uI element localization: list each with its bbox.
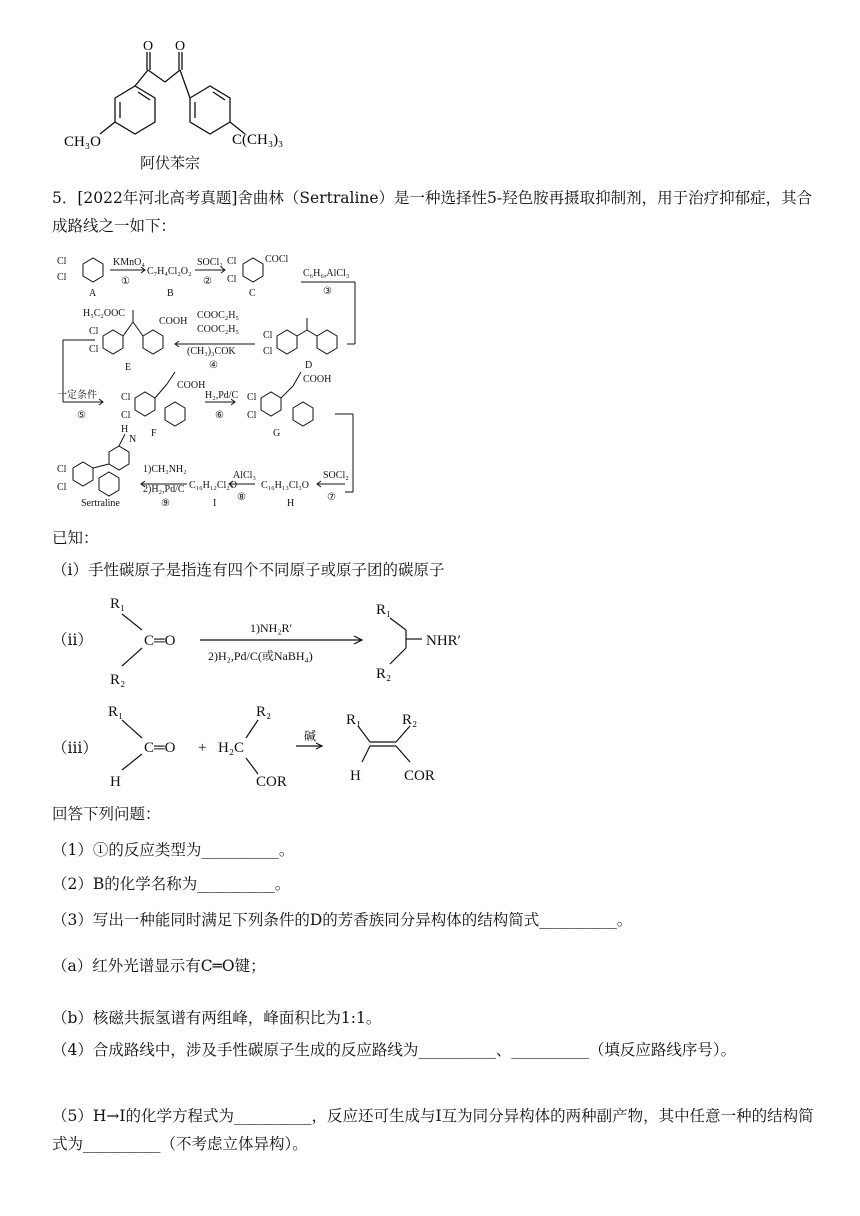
known-iii-label: （ⅲ） (52, 739, 98, 757)
carbonyl-o-2: O (175, 39, 186, 54)
iii-cor: COR (256, 774, 287, 790)
label-n: N (129, 434, 137, 445)
label-cl: Cl (263, 346, 273, 357)
known-i: （ⅰ）手性碳原子是指连有四个不同原子或原子团的碳原子 (52, 561, 445, 579)
step-8-number: ⑧ (237, 492, 246, 503)
label-nh: H (121, 424, 129, 435)
step-6-number: ⑥ (215, 410, 224, 421)
label-cocl: COCl (265, 254, 289, 265)
question-3: （3）写出一种能同时满足下列条件的D的芳香族同分异构体的结构简式__________。 (52, 911, 633, 929)
reagent-9-step1: 1)CH₃NH₂ (143, 464, 187, 475)
avobenzone-structure (64, 39, 350, 180)
step-7-number: ⑦ (327, 492, 336, 503)
label-cl: Cl (57, 272, 67, 283)
compound-h-label: H (287, 498, 295, 509)
step-5-number: ⑤ (77, 410, 86, 421)
synthesis-scheme (55, 252, 375, 512)
known-iii-scheme (100, 700, 500, 800)
question-4: （4）合成路线中，涉及手性碳原子生成的反应路线为__________、__________（填反应路线序号）。 (52, 1041, 737, 1059)
known-ii-label: （ⅱ） (52, 631, 93, 649)
question-1: （1）①的反应类型为__________。 (52, 841, 295, 859)
ii-product-amine: NHR′ (426, 633, 461, 649)
iii-product-h: H (350, 768, 361, 784)
step-9-number: ⑨ (161, 498, 170, 509)
iii-product-r2: R₂ (402, 712, 418, 728)
ii-carbonyl: C═O (144, 633, 176, 649)
methoxy-label: CH₃O (64, 134, 101, 150)
question-3b: （b）核磁共振氢谱有两组峰，峰面积比为1:1。 (52, 1009, 382, 1027)
compound-e-label: E (125, 362, 132, 373)
reagent-5: 一定条件 (57, 390, 97, 401)
known-title: 已知： (52, 529, 99, 547)
question-3a: （a）红外光谱显示有C═O键； (52, 957, 266, 975)
reagent-7: SOCl₂ (323, 470, 349, 481)
reagent-1: KMnO₄ (113, 257, 145, 268)
ii-product-r2: R₂ (376, 666, 392, 682)
ii-r2: R₂ (110, 672, 126, 688)
reagent-4-base: (CH₃)₃COK (187, 346, 236, 357)
compound-i-label: I (213, 498, 217, 509)
iii-condition: 碱 (304, 729, 317, 743)
reagent-4b: COOC₂H₅ (197, 324, 239, 335)
ii-condition-1: 1)NH₂R′ (250, 621, 293, 635)
iii-h2c: H₂C (218, 740, 245, 756)
label-cl: Cl (263, 330, 273, 341)
structure-caption: 阿伏苯宗 (140, 154, 201, 172)
compound-h-formula: C₁₆H₁₃Cl₃O (261, 480, 309, 491)
carbonyl-o-1: O (143, 39, 154, 54)
known-ii-scheme (100, 590, 500, 690)
label-cl: Cl (57, 482, 67, 493)
compound-a-label: A (89, 288, 97, 299)
iii-plus: + (198, 740, 207, 756)
compound-b-label: B (167, 288, 174, 299)
compound-d-label: D (305, 360, 313, 371)
iii-product-cor: COR (404, 768, 435, 784)
label-cl: Cl (247, 410, 257, 421)
label-e-ester: H₅C₂OOC (83, 308, 125, 319)
label-cl: Cl (89, 344, 99, 355)
reagent-8: AlCl₃ (233, 470, 256, 481)
step-2-number: ② (203, 276, 212, 287)
label-cl: Cl (57, 256, 67, 267)
compound-i-formula: C₁₆H₁₂Cl₂O (189, 480, 237, 491)
ii-product-r1: R₁ (376, 602, 392, 618)
label-cl: Cl (89, 326, 99, 337)
iii-carbonyl: C═O (144, 740, 176, 756)
question-5: （5）H→I的化学方程式为__________，反应还可生成与I互为同分异构体的两种副产物，其中任意一种的结构简式为__________（不考虑立体异构）。 (52, 1107, 814, 1153)
label-cl: Cl (247, 392, 257, 403)
ii-condition-2: 2)H₂,Pd/C(或NaBH₄) (208, 649, 313, 663)
question-intro: 5．[2022年河北高考真题]舍曲林（Sertraline）是一种选择性5-羟色胺再摄取抑制剂，用于治疗抑郁症，其合成路线之一如下： (52, 189, 813, 235)
label-cooh: COOH (159, 316, 188, 327)
label-cl: Cl (121, 392, 131, 403)
step-3-number: ③ (323, 286, 332, 297)
reagent-9-step2: 2)H₂,Pd/C (143, 484, 185, 495)
iii-product-r1: R₁ (346, 712, 362, 728)
question-2: （2）B的化学名称为__________。 (52, 875, 291, 893)
label-cooh: COOH (303, 374, 332, 385)
label-cl: Cl (227, 274, 237, 285)
reagent-2: SOCl₂ (197, 257, 223, 268)
step-4-number: ④ (209, 360, 218, 371)
tert-butyl-label: C(CH₃)₃ (232, 132, 284, 148)
iii-h: H (110, 774, 121, 790)
step-1-number: ① (121, 276, 130, 287)
label-cl: Cl (121, 410, 131, 421)
reagent-6: H₂,Pd/C (205, 390, 239, 401)
compound-c-label: C (249, 288, 256, 299)
label-cooh: COOH (177, 380, 206, 391)
compound-f-label: F (151, 428, 157, 439)
ii-r1: R₁ (110, 596, 126, 612)
reagent-3: C₆H₆,AlCl₃ (303, 268, 350, 279)
compound-b-formula: C₇H₄Cl₂O₂ (147, 266, 192, 277)
compound-g-label: G (273, 428, 281, 439)
iii-r1: R₁ (108, 704, 124, 720)
label-cl: Cl (57, 464, 67, 475)
sertraline-label: Sertraline (81, 498, 120, 509)
iii-r2: R₂ (256, 704, 272, 720)
reagent-4a: COOC₂H₅ (197, 310, 239, 321)
label-cl: Cl (227, 256, 237, 267)
answers-title: 回答下列问题： (52, 805, 161, 823)
